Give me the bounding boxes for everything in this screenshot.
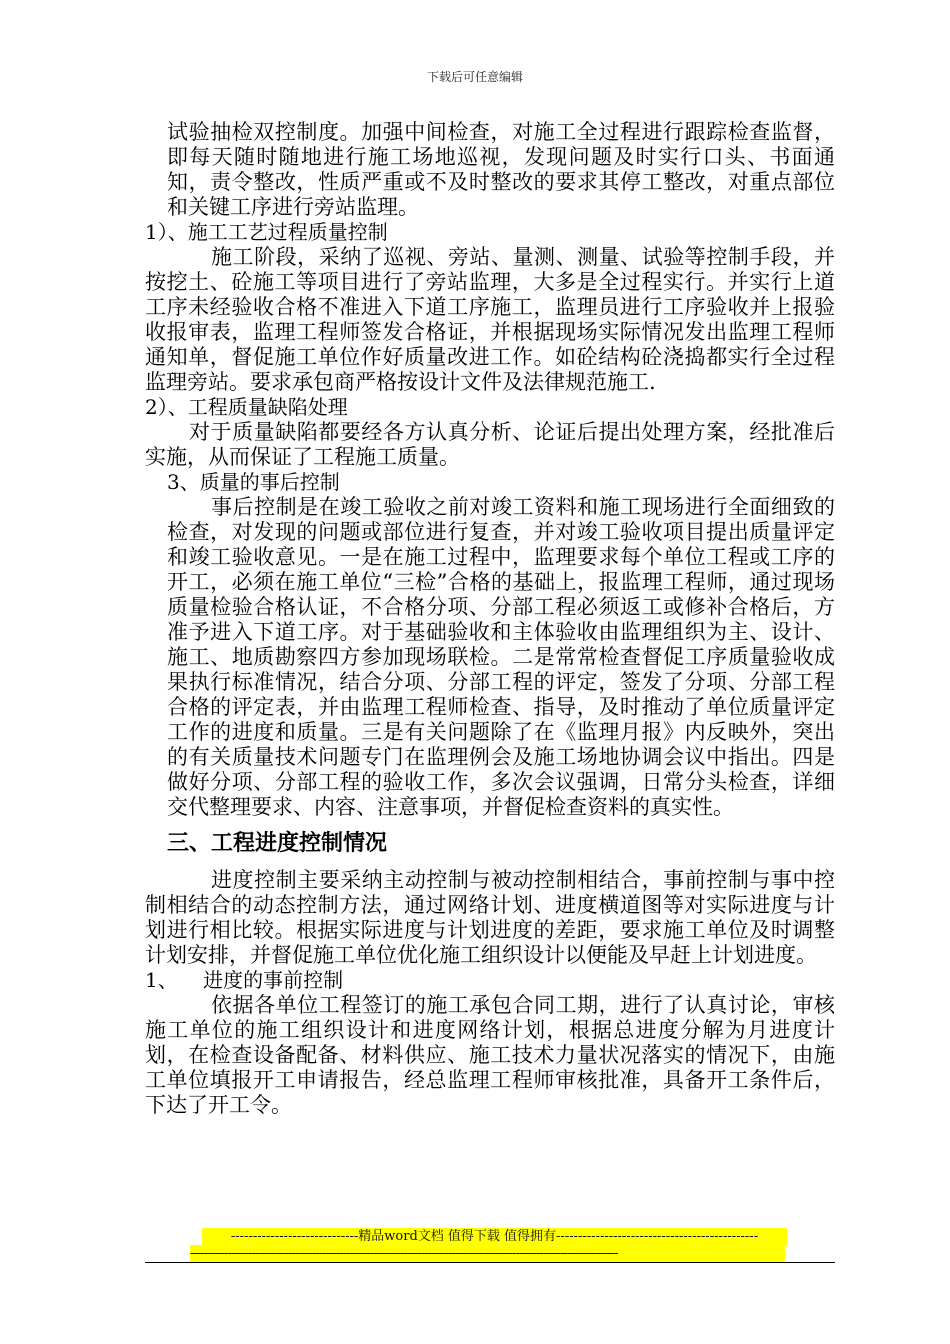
footer-banner [190,1228,785,1262]
paragraph-defect-handling: 对于质量缺陷都要经各方认真分析、论证后提出处理方案，经批准后实施，从而保证了工程施工质量。 [145,420,835,469]
paragraph-progress-control: 进度控制主要采纳主动控制与被动控制相结合，事前控制与事中控制相结合的动态控制方法，通过网络计划、进度横道图等对实际进度与计划进行相比较。根据实际进度与计划进度的差距，要求施工单位及时调整计划安排，并督促施工单位优化施工组织设计以便能及早赶上计划进度。 [145,868,835,967]
footer-rule [145,1262,835,1263]
paragraph-quality-inspection: 试验抽检双控制度。加强中间检查，对施工全过程进行跟踪检查监督，即每天随时随地进行施工场地巡视，发现问题及时实行口头、书面通知，责令整改，性质严重或不及时整改的要求其停工整改，对重点部位和关键工序进行旁站监理。 [167,120,835,219]
document-body [145,120,835,1118]
subheading-defect-handling: 2）、工程质量缺陷处理 [145,395,348,419]
footer-banner-line-1: -----------------------------精品word文档 值得下载 值得拥有---------------------------------------------- [202,1228,787,1245]
subheading-process-control: 1）、施工工艺过程质量控制 [145,220,388,244]
subheading-post-control: 3、质量的事后控制 [167,470,340,494]
header-note: 下载后可任意编辑 [426,70,523,84]
subheading-pre-control: 1、 进度的事前控制 [145,968,344,992]
paragraph-pre-control: 依据各单位工程签订的施工承包合同工期，进行了认真讨论，审核施工单位的施工组织设计和进度网络计划，根据总进度分解为月进度计划，在检查设备配备、材料供应、施工技术力量状况落实的情况下，由施工单位填报开工申请报告，经总监理工程师审核批准，具备开工条件后，下达了开工令。 [145,993,835,1117]
footer-banner-line-2: ------------------------------------------------------------------------------------------------------------------------------ [190,1245,785,1262]
section-heading-progress: 三、工程进度控制情况 [167,831,388,856]
paragraph-post-control: 事后控制是在竣工验收之前对竣工资料和施工现场进行全面细致的检查，对发现的问题或部位进行复查，并对竣工验收项目提出质量评定和竣工验收意见。一是在施工过程中，监理要求每个单位工程或工序的开工，必须在施工单位“三检”合格的基础上，报监理工程师，通过现场质量检验合格认证，不合格分项、分部工程必须返工或修补合格后，方准予进入下道工序。对于基础验收和主体验收由监理组织为主、设计、施工、地质勘察四方参加现场联检。二是常常检查督促工序质量验收成果执行标准情况，结合分项、分部工程的评定，签发了分项、分部工程合格的评定表，并由监理工程师检查、指导，及时推动了单位质量评定工作的进度和质量。三是有关问题除了在《监理月报》内反映外，突出的有关质量技术问题专门在监理例会及施工场地协调会议中指出。四是做好分项、分部工程的验收工作，多次会议强调，日常分头检查，详细交代整理要求、内容、注意事项，并督促检查资料的真实性。 [167,495,835,819]
paragraph-process-control: 施工阶段，采纳了巡视、旁站、量测、测量、试验等控制手段，并按挖土、砼施工等项目进行了旁站监理，大多是全过程实行。并实行上道工序未经验收合格不准进入下道工序施工，监理员进行工序验收并上报验收报审表，监理工程师签发合格证，并根据现场实际情况发出监理工程师通知单，督促施工单位作好质量改进工作。如砼结构砼浇捣都实行全过程监理旁站。要求承包商严格按设计文件及法律规范施工. [145,245,835,394]
post-control-block [145,495,835,820]
